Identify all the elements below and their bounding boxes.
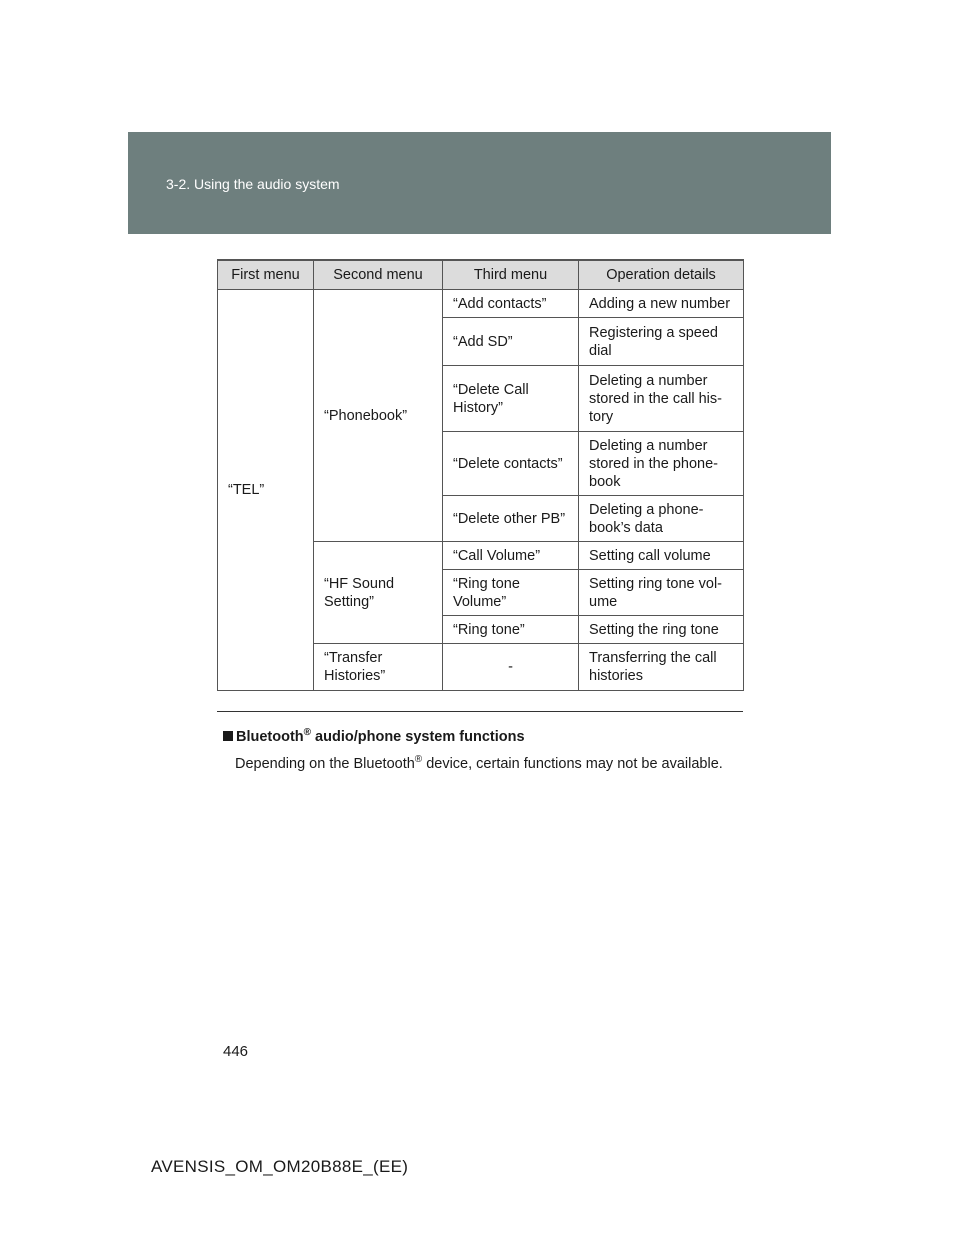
- bluetooth-section-body: [235, 756, 723, 772]
- third-menu-cell: “Add contacts”: [443, 290, 579, 318]
- second-menu-cell: “Phonebook”: [314, 290, 443, 542]
- third-menu-cell: “Ring tone”: [443, 616, 579, 644]
- second-menu-cell: “HF Sound Setting”: [314, 542, 443, 644]
- body-text-start: Depending on the Bluetooth: [235, 756, 415, 772]
- section-divider: [217, 711, 743, 712]
- table-header-row: [218, 260, 744, 290]
- title-text-start: Bluetooth: [236, 729, 304, 745]
- operation-detail-cell: Registering a speed dial: [579, 318, 744, 366]
- operation-detail-cell: Setting ring tone vol-ume: [579, 570, 744, 616]
- operation-detail-cell: Adding a new number: [579, 290, 744, 318]
- third-menu-cell: “Delete other PB”: [443, 496, 579, 542]
- section-title: 3-2. Using the audio system: [166, 176, 340, 192]
- third-menu-cell: -: [443, 644, 579, 691]
- operation-detail-cell: Setting the ring tone: [579, 616, 744, 644]
- registered-mark: ®: [414, 754, 423, 766]
- square-bullet-icon: [223, 731, 233, 741]
- operation-detail-cell: Deleting a number stored in the phone-book: [579, 432, 744, 496]
- section-header-bar: [128, 132, 831, 234]
- bluetooth-section-title: [223, 729, 525, 745]
- third-menu-cell: “Delete contacts”: [443, 432, 579, 496]
- title-text-end: audio/phone system functions: [311, 729, 525, 745]
- third-menu-cell: “Ring tone Volume”: [443, 570, 579, 616]
- operation-detail-cell: Deleting a number stored in the call his-tory: [579, 366, 744, 432]
- operation-detail-cell: Transferring the call histories: [579, 644, 744, 691]
- column-header: Third menu: [443, 260, 579, 290]
- third-menu-cell: “Add SD”: [443, 318, 579, 366]
- first-menu-cell: “TEL”: [218, 290, 314, 691]
- menu-table: [217, 259, 744, 691]
- table-row: [218, 290, 744, 318]
- column-header: First menu: [218, 260, 314, 290]
- third-menu-cell: “Delete Call History”: [443, 366, 579, 432]
- registered-mark: ®: [303, 727, 312, 739]
- column-header: Operation details: [579, 260, 744, 290]
- operation-detail-cell: Setting call volume: [579, 542, 744, 570]
- document-code: AVENSIS_OM_OM20B88E_(EE): [151, 1157, 409, 1176]
- third-menu-cell: “Call Volume”: [443, 542, 579, 570]
- body-text-end: device, certain functions may not be available.: [422, 756, 723, 772]
- column-header: Second menu: [314, 260, 443, 290]
- second-menu-cell: “Transfer Histories”: [314, 644, 443, 691]
- page-number: 446: [223, 1043, 249, 1060]
- operation-detail-cell: Deleting a phone-book’s data: [579, 496, 744, 542]
